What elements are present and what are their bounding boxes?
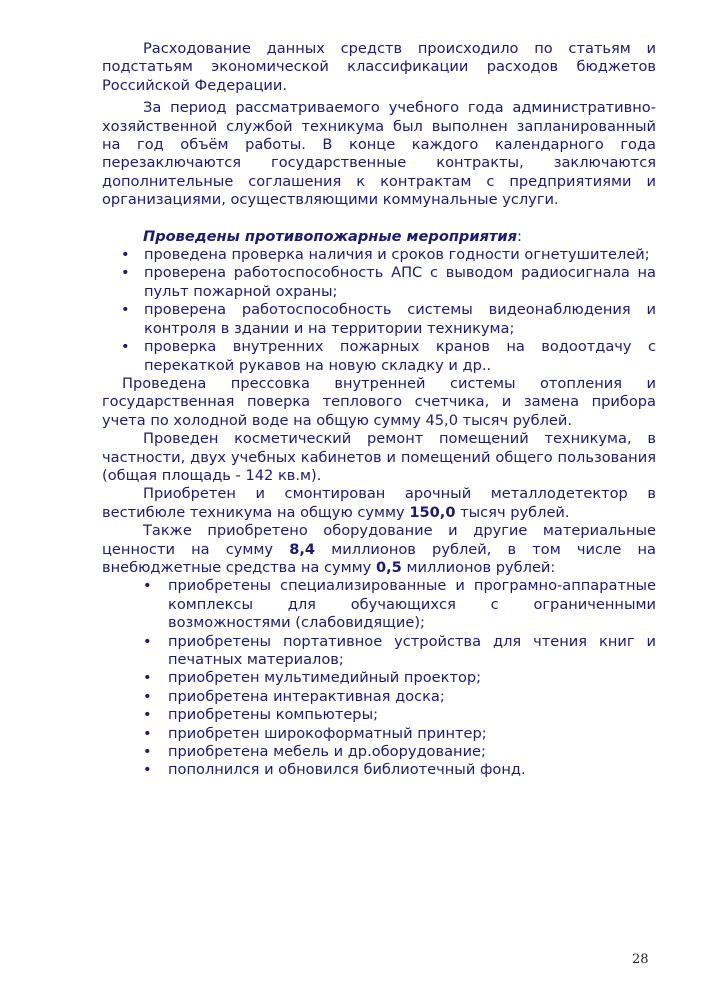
list-item: • проверка внутренних пожарных кранов на водоотдачу с перекаткой рукавов на новую складку и др.. — [121, 338, 656, 374]
paragraph-expenses: Расходование данных средств происходило по статьям и подстатьям экономической классификации расходов бюджетов Российской Федерации. — [102, 40, 656, 94]
list-item: • приобретены портативное устройства для чтения книг и печатных материалов; — [143, 632, 656, 668]
bullet-icon: • — [143, 724, 152, 742]
list-item: • приобретены специализированные и програмно-аппаратные комплексы для обучающихся с ограниченными возможностями (слабовидящие); — [143, 577, 656, 632]
paragraph-admin-work: За период рассматриваемого учебного года административно-хозяйственной службой техникума был выполнен запланированный на год объём работы. В конце каждого календарного года перезаключаются государственные контракты, заключаются дополнительные соглашения к контрактам с предприятиями и организациями, осуществляющими коммунальные услуги. — [102, 99, 656, 209]
paragraph-equipment: Также приобретено оборудование и другие материальные ценности на сумму 8,4 миллионов рублей, в том числе на внебюджетные средства на сумму 0,5 миллионов рублей: — [102, 522, 656, 576]
fire-safety-heading-text: Проведены противопожарные мероприятия — [143, 227, 518, 245]
bullet-icon: • — [121, 301, 130, 319]
bullet-icon: • — [143, 632, 152, 650]
bullet-icon: • — [121, 246, 130, 264]
paragraph-metal-detector: Приобретен и смонтирован арочный металлодетектор в вестибюле техникума на общую сумму 150,0 тысяч рублей. — [102, 485, 656, 521]
bullet-icon: • — [143, 687, 152, 705]
list-item: • проверена работоспособность АПС с выводом радиосигнала на пульт пожарной охраны; — [121, 264, 656, 300]
heading-colon: : — [517, 227, 522, 245]
fire-safety-list — [102, 246, 656, 375]
list-item: • приобретен мультимедийный проектор; — [143, 669, 482, 687]
bullet-icon: • — [121, 338, 130, 356]
paragraph-heating: Проведена прессовка внутренней системы отопления и государственная поверка теплового счетчика, и замена прибора учета по холодной воде на общую сумму 45,0 тысяч рублей. — [102, 374, 656, 429]
bullet-icon: • — [143, 577, 152, 595]
list-item: • приобретена мебель и др.оборудование; — [143, 743, 486, 761]
list-item: • проверена работоспособность системы видеонаблюдения и контроля в здании и на территории техникума; — [121, 301, 656, 337]
paragraph-repair: Проведен косметический ремонт помещений техникума, в частности, двух учебных кабинетов и помещений общего пользования (общая площадь - 142 кв.м). — [102, 430, 656, 484]
bullet-icon: • — [143, 761, 152, 779]
bullet-icon: • — [143, 743, 152, 761]
bullet-icon: • — [143, 669, 152, 687]
fire-safety-heading — [102, 228, 656, 246]
equipment-amount-total: 8,4 — [289, 540, 316, 558]
list-item: • проведена проверка наличия и сроков годности огнетушителей; — [121, 246, 650, 264]
document-page — [102, 40, 656, 780]
list-item: • приобретен широкоформатный принтер; — [143, 724, 487, 742]
list-item: • пополнился и обновился библиотечный фонд. — [143, 761, 526, 779]
purchases-list — [102, 577, 656, 779]
spacer — [102, 210, 656, 228]
bullet-icon: • — [143, 706, 152, 724]
detector-amount: 150,0 — [409, 503, 456, 521]
bullet-icon: • — [121, 264, 130, 282]
equipment-amount-extrabudget: 0,5 — [375, 558, 402, 576]
page-number: 28 — [632, 952, 649, 967]
list-item: • приобретена интерактивная доска; — [143, 687, 445, 705]
list-item: • приобретены компьютеры; — [143, 706, 379, 724]
